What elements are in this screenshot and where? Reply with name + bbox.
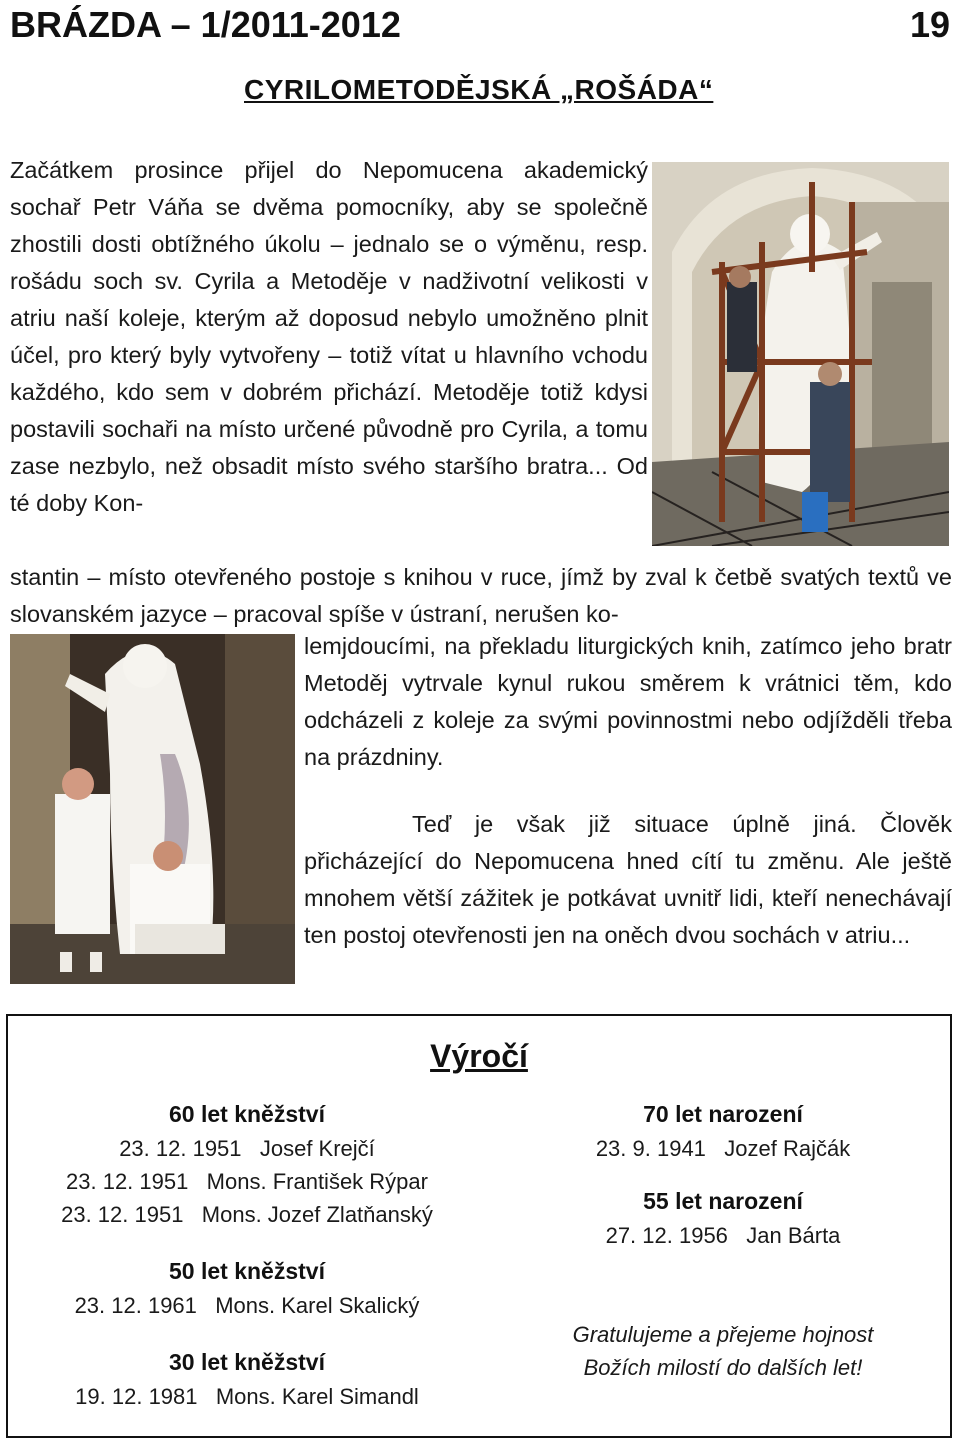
statue-with-nuns-photo: [10, 634, 295, 984]
anniversary-entry: 23. 12. 1951 Mons. František Rýpar: [66, 1169, 428, 1194]
anniversary-entry: 23. 12. 1951 Mons. Jozef Zlatňanský: [61, 1202, 433, 1227]
section-heading-50-let-knezstvi: 50 let kněžství: [169, 1258, 325, 1284]
page-number: 19: [909, 4, 950, 45]
article-paragraph-1: Začátkem prosince přijel do Nepomucena akademický sochař Petr Váňa se dvěma pomocníky, aby se společně zhostili dosti obtížného úkolu – jednalo se o výměnu, resp. rošádu soch sv. Cyrila a Metoděje v nadživotní velikosti v atriu naší koleje, kterým až doposud nebylo umožněno plnit účel, pro který byly vytvořeny – totiž vítat u hlavního vchodu každého, kdo sem v dobrém přichází. Metoděje totiž kdysi postavili sochaři na místo určené původně pro Cyrila, a tomu zase nezbylo, než obsadit místo svého staršího bratra... Od té doby Kon-: [10, 157, 648, 516]
anniversaries-right-column: [563, 1096, 883, 1384]
anniversary-entry: 23. 12. 1961 Mons. Karel Skalický: [74, 1293, 420, 1318]
section-heading-30-let-knezstvi: 30 let kněžství: [169, 1349, 325, 1375]
anniversary-entry: 27. 12. 1956 Jan Bárta: [605, 1223, 841, 1248]
anniversaries-left-column: [26, 1096, 468, 1413]
anniversary-entry: 23. 12. 1951 Josef Krejčí: [119, 1136, 375, 1161]
article-paragraph-3: Teď je však již situace úplně jiná. Člověk přicházející do Nepomucena hned cítí tu změnu. Ale ještě mnohem větší zážitek je potkávat uvnitř lidi, kteří nenechávají ten postoj otevřenosti jen na oněch dvou sochách v atriu...: [304, 811, 952, 948]
scaffolding-statue-photo: [652, 162, 949, 546]
anniversary-entry: 19. 12. 1981 Mons. Karel Simandl: [75, 1384, 419, 1409]
article-paragraph-1-continuation: stantin – místo otevřeného postoje s knihou v ruce, jímž by zval k četbě svatých textů ve slovanském jazyce – pracoval spíše v ústraní, nerušen ko-: [10, 564, 952, 627]
section-heading-60-let-knezstvi: 60 let kněžství: [169, 1101, 325, 1127]
page-header: [10, 4, 950, 48]
anniversaries-box: [6, 1014, 952, 1438]
anniversaries-title: Výročí: [430, 1038, 528, 1074]
anniversary-entry: 23. 9. 1941 Jozef Rajčák: [595, 1136, 851, 1161]
congratulation-line-2: Božích milostí do dalších let!: [583, 1355, 863, 1380]
section-heading-55-let-narozeni: 55 let narození: [643, 1188, 803, 1214]
section-heading-70-let-narozeni: 70 let narození: [643, 1101, 803, 1127]
article-title: CYRILOMETODĚJSKÁ „ROŠÁDA“: [244, 74, 714, 105]
congratulation-line-1: Gratulujeme a přejeme hojnost: [572, 1322, 874, 1347]
article-paragraph-2: lemjdoucími, na překladu liturgických knih, zatímco jeho bratr Metoděj vytrvale kynul rukou směrem k vrátnici těm, kdo odcházeli z koleje za svými povinnostmi nebo odjížděli třeba na prázdniny.: [304, 633, 952, 770]
magazine-title: BRÁZDA – 1/2011-2012: [10, 4, 401, 45]
